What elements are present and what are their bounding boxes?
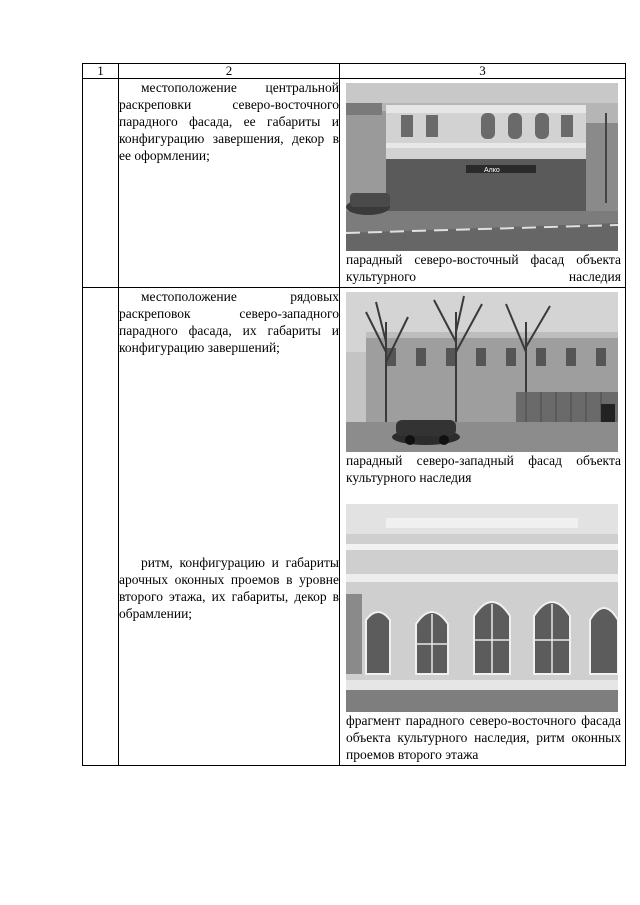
photo-cell: [340, 79, 626, 288]
photo-caption-2: фрагмент парадного северо-восточного фасада объекта культурного наследия, ритм оконных проемов второго этажа: [346, 713, 621, 762]
header-col-1: 1: [83, 64, 119, 79]
header-col-2: 2: [119, 64, 340, 79]
header-col-3: 3: [340, 64, 626, 79]
heritage-table: [82, 63, 626, 766]
row-number-cell: [83, 288, 119, 766]
photo-caption: парадный северо-восточный фасад объекта культурного наследия: [346, 252, 621, 284]
photo-caption: парадный северо-западный фасад объекта культурного наследия: [346, 453, 621, 485]
description-text-2: ритм, конфигурацию и габариты арочных оконных проемов в уровне второго этажа, их габариты, декор в обрамлении;: [119, 555, 339, 621]
shop-sign-text: Алко: [484, 167, 500, 174]
row-number-cell: [83, 79, 119, 288]
description-text: местоположение рядовых раскреповок северо-западного парадного фасада, их габариты и конфигурацию завершений;: [119, 289, 339, 355]
description-cell: [119, 79, 340, 288]
header-row: [83, 64, 626, 79]
table-row: [83, 288, 626, 766]
table-row: [83, 79, 626, 288]
spacer: [119, 356, 339, 554]
description-cell: [119, 288, 340, 766]
photo-cell: [340, 288, 626, 766]
window-rhythm-photo: [346, 504, 618, 712]
northeast-facade-photo: [346, 83, 618, 251]
northwest-facade-photo: [346, 292, 618, 452]
description-text: местоположение центральной раскреповки северо-восточного парадного фасада, ее габариты и конфигурацию завершения, декор в ее оформлении;: [119, 80, 339, 163]
